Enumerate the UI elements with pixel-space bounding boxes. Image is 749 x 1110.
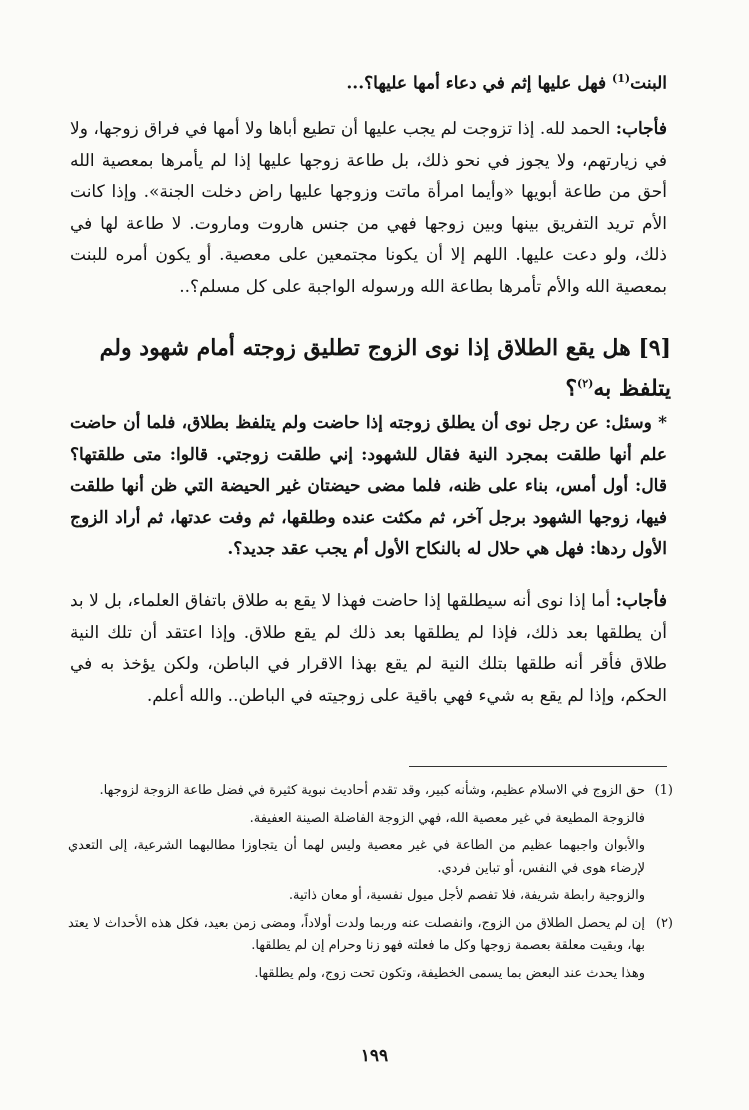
- question-continuation: [70, 64, 667, 99]
- answer-text-2: أما إذا نوى أنه سيطلقها إذا حاضت فهذا لا يقع به طلاق باتفاق العلماء، بل لا بد أن يطلقها بعد ذلك، فإذا لم يطلقها بعد ذلك لم يقع طلاق. وإذا اعتقد أن تلك النية طلاق فأقر أنه طلقها بتلك النية لم يقع بهذا الاقرار في الباطن، ولكن يؤخذ به في الحكم، وإذا لم يقع به شيء فهي باقية على زوجيته في الباطن.. والله أعلم.: [70, 591, 667, 706]
- heading-end: ؟: [565, 375, 577, 402]
- footnote-ref-1[interactable]: (1): [612, 72, 631, 85]
- question-text-end: فهل عليها إثم في دعاء أمها عليها؟...: [346, 73, 613, 94]
- footnote-number: (٢): [655, 915, 673, 931]
- answer-paragraph-2: [70, 586, 667, 712]
- footnote-number: (1): [654, 783, 673, 798]
- footnote-text: حق الزوج في الاسلام عظيم، وشأنه كبير، وقد تقدم أحاديث نبوية كثيرة في فضل طاعة الزوجة لزوجها.: [99, 783, 645, 798]
- footnote-paragraph: فالزوجة المطيعة في غير معصية الله، فهي الزوجة الفاضلة الصينة العفيفة.: [249, 810, 645, 826]
- question-paragraph-2: * وسئل: عن رجل نوى أن يطلق زوجته إذا حاضت ولم يتلفظ بطلاق، فلما أن حاضت علم أنها طلقت بمجرد النية فقال للشهود: إني طلقت زوجتي. قالوا: متى طلقتها؟ قال: أول أمس، بناء على ظنه، فلما مضى حيضتان غير الحيضة التي ظن أنها طلقت فيها، زوجها الشهود برجل آخر، ثم مكثت عنده وطلقها، ثم وفت عدتها، ثم أراد الزوج الأول ردها: فهل هي حلال له بالنكاح الأول أم يجب عقد جديد؟.: [70, 413, 667, 559]
- answer-lead-1: فأجاب:: [615, 119, 667, 139]
- footnote-ref-2[interactable]: (٢): [577, 377, 594, 390]
- footnote-divider: [409, 766, 667, 767]
- footnote-2: [68, 913, 673, 958]
- answer-lead-2: فأجاب:: [615, 591, 667, 611]
- footnote-paragraph: وهذا يحدث عند البعض بما يسمى الخطيفة، وتكون تحت زوج، ولم يطلقها.: [254, 965, 645, 981]
- footnote-paragraph: والزوجية رابطة شريفة، فلا تفصم لأجل ميول نفسية، أو معان ذاتية.: [288, 888, 645, 903]
- question-text-start: البنت: [630, 73, 667, 94]
- answer-text-1: الحمد لله. إذا تزوجت لم يجب عليها أن تطيع أباها ولا أمها في فراق زوجها، ولا في زيارتهم، ولا يجوز في نحو ذلك، بل طاعة زوجها عليها إذا لم يأمرها بمعصية الله أحق من طاعة أبويها «وأيما امرأة ماتت وزوجها عليها راض دخلت الجنة». وإذا كانت الأم تريد التفريق بينها وبين زوجها فهي من جنس هاروت وماروت. لا طاعة لها في ذلك، ولو دعت عليها. اللهم إلا أن يكونا مجتمعين على معصية. أو يكون أمره للبنت بمعصية الله والأم تأمرها بطاعة الله ورسوله الواجبة على كل مسلم؟..: [70, 119, 667, 297]
- page-number: ١٩٩: [360, 1046, 389, 1066]
- answer-paragraph-1: [70, 114, 667, 303]
- footnote-text: إن لم يحصل الطلاق من الزوج، وانفصلت عنه وربما ولدت أولاداً، ومضى زمن بعيد، فكل هذه الأحداث لا يعتد بها، وبقيت معلقة بعصمة زوجها وكل ما فعلته فهو زنا وحرام إن لم يطلقها.: [68, 915, 646, 953]
- footnote-1: [68, 780, 673, 803]
- footnotes: [68, 780, 673, 990]
- section-heading: [68, 330, 671, 406]
- heading-text: [٩] هل يقع الطلاق إذا نوى الزوج تطليق زوجته أمام شهود ولم يتلفظ به: [99, 335, 671, 402]
- footnote-paragraph: والأبوان واجبهما عظيم من الطاعة في غير معصية وليس لهما أن يتجاوزا مطالبهما الشرعية، إلى التعدي لإرضاء هوى في النفس، أو تباين فردي.: [68, 838, 645, 876]
